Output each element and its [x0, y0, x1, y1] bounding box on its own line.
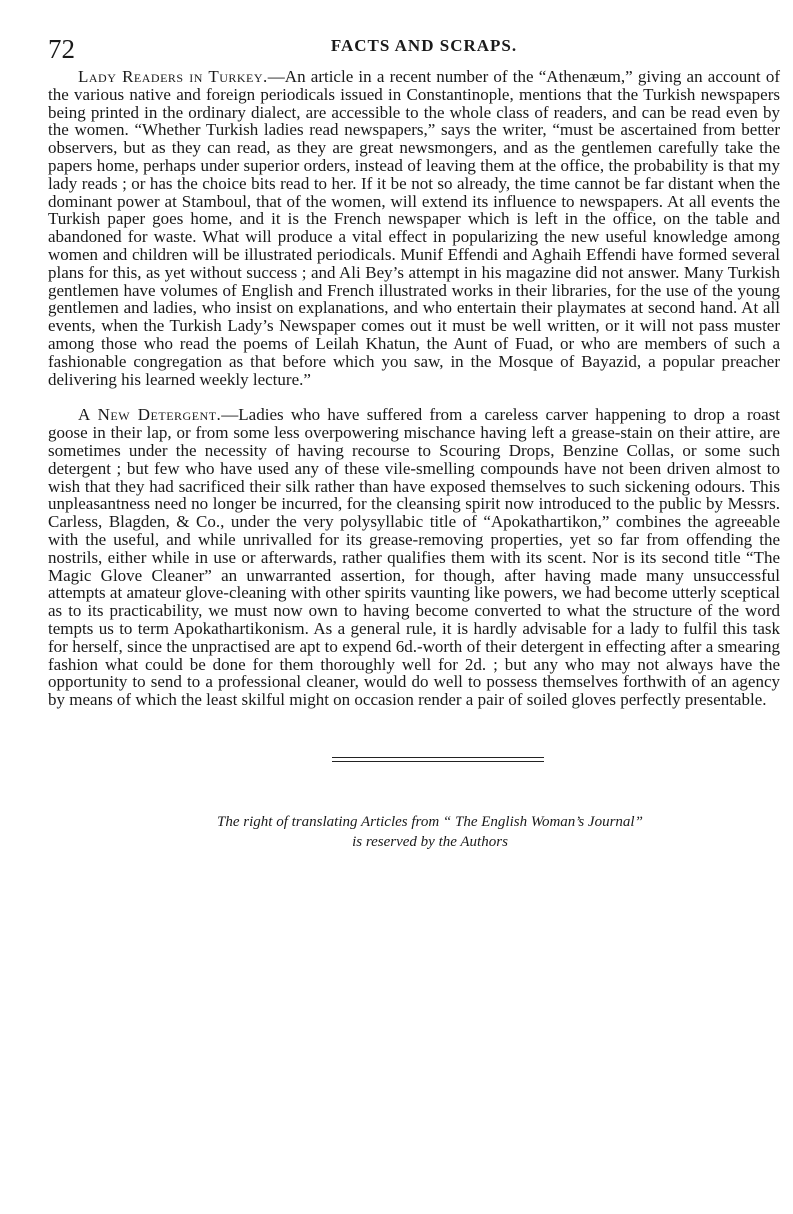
- article-lady-readers: [48, 68, 780, 388]
- article-heading: Lady Readers in Turkey.: [78, 67, 268, 86]
- copyright-notice: [64, 812, 793, 852]
- page-number: 72: [48, 34, 75, 64]
- copyright-line: The right of translating Articles from “ The English Woman’s Journal”: [217, 813, 643, 830]
- divider-rule: [332, 757, 544, 758]
- article-body: —An article in a recent number of the “Athenæum,” giving an account of the various native and foreign periodicals issued in Constantinople, mentions that the Turkish newspapers being printed in the ordinary dialect, are accessible to the whole class of readers, and can be read even by the women. “Whether Turkish ladies read newspapers,” says the writer, “must be ascertained from better observers, but as they can read, as they are great newsmongers, and as the gentlemen carefully take the papers home, perhaps under superior orders, instead of leaving them at the office, the probability is that my lady reads ; or has the choice bits read to her. If it be not so already, the time cannot be far distant when the dominant power at Stamboul, that of the women, will extend its influence to newspapers. At all events the Turkish paper goes home, and it is the French newspaper which is left in the office, on the table and abandoned for waste. What will produce a vital effect in popularizing the new useful knowledge among women and children will be illustrated periodicals. Munif Effendi and Aghaih Effendi have formed several plans for this, as yet without success ; and Ali Bey’s attempt in his magazine did not answer. Many Turkish gentlemen have volumes of English and French illustrated works in their libraries, for the use of the young gentlemen and ladies, who insist on explanations, and who entertain their playmates at second hand. At all events, when the Turkish Lady’s Newspaper comes out it must be well written, or it will not pass muster among those who read the poems of Leilah Khatun, the Aunt of Fuad, or who are members of such a fashionable congregation as that before which you saw, in the Mosque of Bayazid, a popular preacher delivering his learned weekly lecture.”: [48, 67, 780, 389]
- page-header: [48, 32, 780, 68]
- article-new-detergent: [48, 406, 780, 709]
- article-body: —Ladies who have suffered from a careless carver happening to drop a roast goose in their lap, or from some less overpowering mischance having left a grease-stain on their attire, are sometimes under the necessity of having recourse to Scouring Drops, Benzine Collas, or some such detergent ; but few who have used any of these vile-smelling compounds have not been driven almost to wish that they had sacrificed their silk rather than have exposed themselves to such sickening odours. This unpleasantness need no longer be incurred, for the cleansing spirit now introduced to the public by Messrs. Carless, Blagden, & Co., under the very polysyllabic title of “Apokathartikon,” combines the agreeable with the useful, and while unrivalled for its grease-removing properties, yet so far from offending the nostrils, either while in use or afterwards, rather qualifies them with its scent. Nor is its second title “The Magic Glove Cleaner” an unwarranted assertion, for though, after having made many unsuccessful attempts at amateur glove-cleaning with other spirits vaunting like powers, we had become utterly sceptical as to its practicability, we must now own to having become converted to what the structure of the word tempts us to term Apokathartikonism. As a general rule, it is hardly advisable for a lady to fulfil this task for herself, since the unpractised are apt to expend 6d.-worth of their detergent in effecting after a smearing fashion what could be done for them thoroughly well for 2d. ; but any who may not always have the opportunity to send to a professional cleaner, would do well to possess themselves forthwith of an agency by means of which the least skilful might on occasion render a pair of soiled gloves perfectly presentable.: [48, 405, 780, 710]
- page: [48, 32, 780, 852]
- running-head: FACTS AND SCRAPS.: [330, 36, 518, 55]
- copyright-line: is reserved by the Authors: [352, 833, 508, 850]
- section-divider: [332, 757, 544, 762]
- article-heading: A New Detergent.: [78, 405, 222, 425]
- divider-rule: [332, 761, 544, 762]
